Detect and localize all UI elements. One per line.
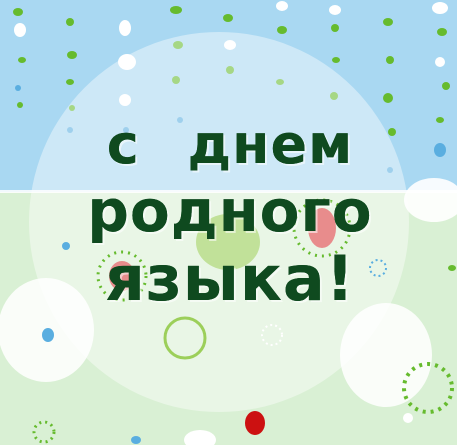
greeting-text bbox=[40, 113, 420, 315]
greeting-line-3: языка! bbox=[104, 242, 356, 315]
greeting-line-2: родного bbox=[87, 177, 373, 245]
greeting-line-1: с днем bbox=[106, 113, 354, 176]
